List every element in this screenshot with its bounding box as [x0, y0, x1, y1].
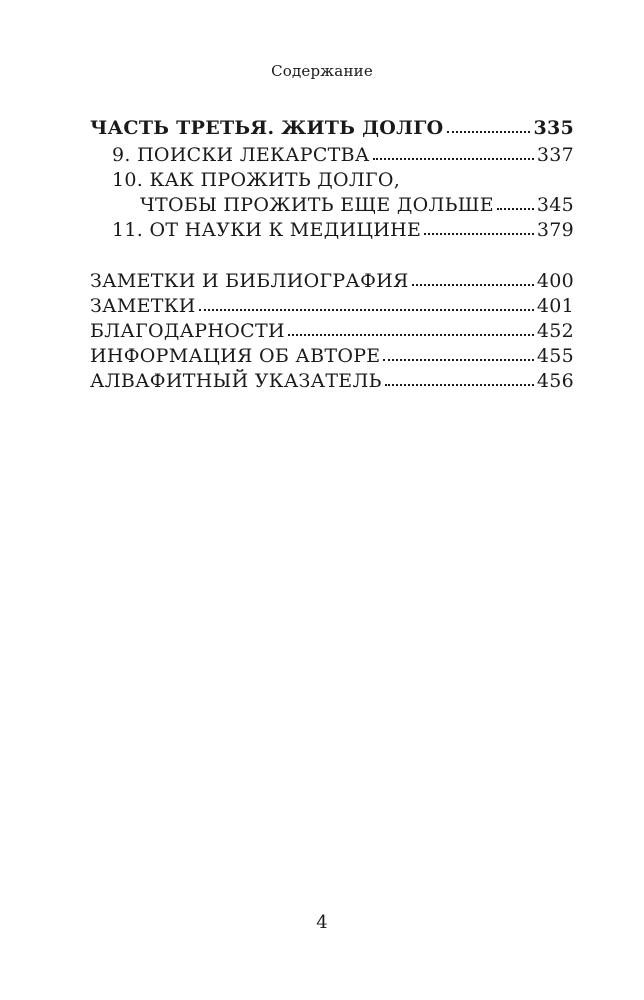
toc-entry-label: ЧТОБЫ ПРОЖИТЬ ЕЩЕ ДОЛЬШЕ	[140, 194, 494, 216]
running-head: Содержание	[271, 62, 373, 80]
toc-entry-page: 401	[536, 295, 574, 317]
toc-entry-page: 337	[536, 144, 574, 166]
leader-dots	[373, 157, 534, 160]
toc-entry-back-matter[interactable]	[90, 294, 574, 319]
toc-entry-chapter[interactable]	[90, 143, 574, 168]
section-gap	[90, 243, 574, 269]
toc-entry-page: 456	[536, 370, 574, 392]
leader-dots	[199, 308, 534, 311]
leader-dots	[424, 232, 534, 235]
toc-entry-page: 452	[536, 320, 574, 342]
toc-entry-back-matter[interactable]	[90, 344, 574, 369]
toc-entry-label: ЗАМЕТКИ	[90, 295, 196, 317]
toc-entry-page: 455	[536, 345, 574, 367]
toc-entry-page: 400	[536, 270, 574, 292]
toc-entry-label: ЗАМЕТКИ И БИБЛИОГРАФИЯ	[90, 270, 409, 292]
toc-entry-part[interactable]	[90, 114, 574, 143]
toc-entry-label: 11. ОТ НАУКИ К МЕДИЦИНЕ	[112, 219, 422, 241]
toc-entry-continuation	[90, 193, 574, 218]
toc-entry-label: ЧАСТЬ ТРЕТЬЯ. ЖИТЬ ДОЛГО	[90, 117, 444, 139]
toc-entry-back-matter[interactable]	[90, 269, 574, 294]
toc-entry-back-matter[interactable]	[90, 319, 574, 344]
toc-entry-label: 10. КАК ПРОЖИТЬ ДОЛГО,	[112, 169, 401, 191]
leader-dots	[447, 130, 531, 133]
toc-entry-back-matter[interactable]	[90, 369, 574, 394]
leader-dots	[412, 283, 534, 286]
toc-entry-chapter[interactable]	[90, 168, 574, 218]
toc-entry-page: 335	[533, 117, 574, 139]
toc-entry-chapter[interactable]	[90, 218, 574, 243]
toc-entry-label: ИНФОРМАЦИЯ ОБ АВТОРЕ	[90, 345, 381, 367]
table-of-contents	[90, 114, 574, 394]
toc-entry-label: АЛВАФИТНЫЙ УКАЗАТЕЛЬ	[90, 370, 382, 392]
toc-entry-label: 9. ПОИСКИ ЛЕКАРСТВА	[112, 144, 370, 166]
leader-dots	[385, 383, 534, 386]
leader-dots	[288, 333, 534, 336]
toc-entry-page: 345	[536, 194, 574, 216]
leader-dots	[497, 207, 534, 210]
toc-entry-page: 379	[536, 219, 574, 241]
leader-dots	[383, 358, 533, 361]
page-number: 4	[316, 912, 328, 933]
toc-entry-label: БЛАГОДАРНОСТИ	[90, 320, 285, 342]
